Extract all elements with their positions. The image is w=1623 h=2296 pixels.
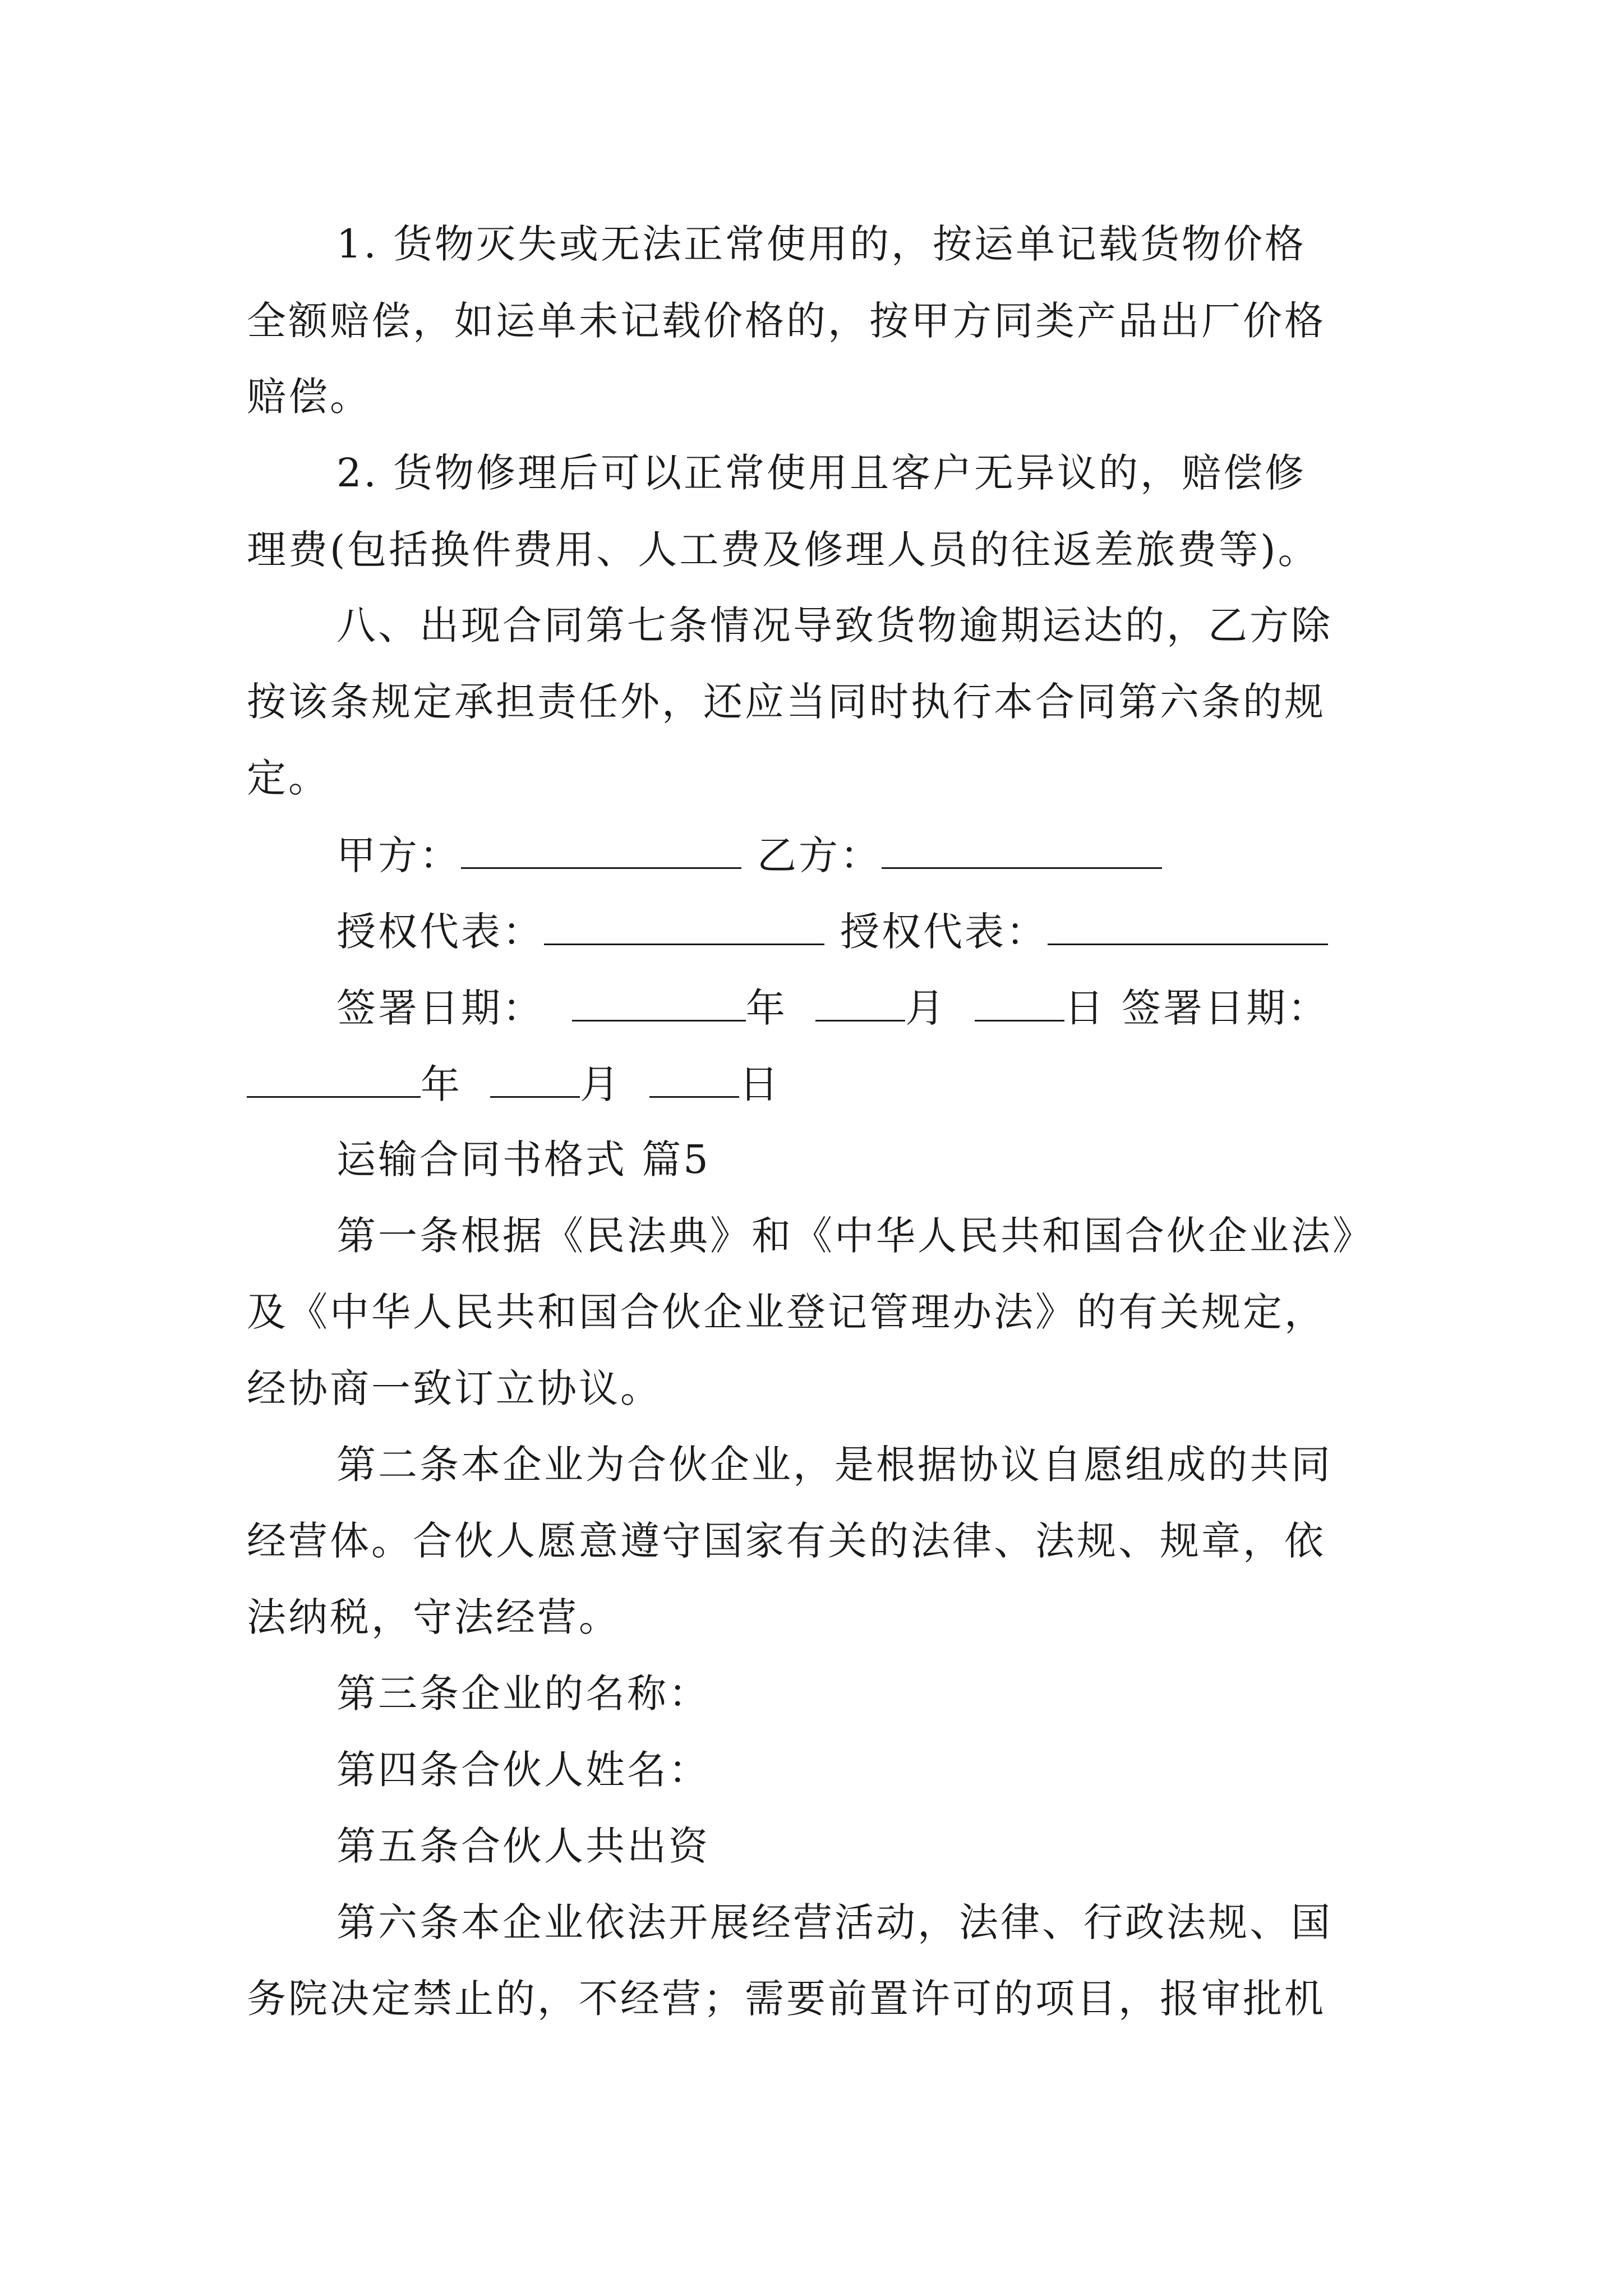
- text-line: 第五条合伙人共出资: [336, 1823, 710, 1869]
- rep-b-blank: [1048, 911, 1328, 945]
- text-line: 1. 货物灭失或无法正常使用的，按运单记载货物价格: [336, 221, 1307, 267]
- text-line: 法纳税，守法经营。: [247, 1594, 620, 1640]
- text-line: 2. 货物修理后可以正常使用且客户无异议的，赔偿修: [336, 450, 1307, 496]
- text-line: 赔偿。: [247, 374, 371, 420]
- text-line: 经协商一致订立协议。: [247, 1365, 662, 1411]
- text-line: 及《中华人民共和国合伙企业登记管理办法》的有关规定，: [247, 1289, 1326, 1335]
- party-a-label: 甲方：: [336, 832, 461, 878]
- text-line: 全额赔偿，如运单未记载价格的，按甲方同类产品出厂价格: [247, 298, 1326, 344]
- rep-a-blank: [544, 911, 824, 945]
- representative-line: [336, 909, 1328, 955]
- month-blank: [490, 1064, 580, 1098]
- text-line: 第一条根据《民法典》和《中华人民共和国合伙企业法》: [336, 1213, 1374, 1259]
- party-line: [336, 832, 1162, 878]
- party-b-label: 乙方：: [757, 832, 882, 878]
- year-label: 年: [746, 985, 787, 1031]
- day-label: 日: [739, 1061, 781, 1107]
- month-blank: [815, 987, 905, 1022]
- month-label: 月: [580, 1061, 621, 1107]
- text-line: 定。: [247, 755, 330, 801]
- text-line: 第三条企业的名称：: [336, 1671, 710, 1717]
- sign-date-line: [336, 985, 1329, 1031]
- day-blank: [649, 1064, 739, 1098]
- text-line: 务院决定禁止的，不经营；需要前置许可的项目，报审批机: [247, 1976, 1326, 2022]
- text-line: 八、出现合同第七条情况导致货物逾期运达的，乙方除: [336, 602, 1332, 648]
- sign-date-a-label: 签署日期：: [336, 985, 544, 1031]
- text-line: 理费(包括换件费用、人工费及修理人员的往返差旅费等)。: [247, 527, 1320, 573]
- party-b-blank: [882, 835, 1162, 869]
- rep-b-label: 授权代表：: [840, 909, 1048, 955]
- year-label: 年: [421, 1061, 462, 1107]
- day-label: 日: [1064, 985, 1106, 1031]
- sign-date-continued-line: [247, 1061, 781, 1107]
- text-line: 第二条本企业为合伙企业，是根据协议自愿组成的共同: [336, 1442, 1332, 1488]
- year-blank: [572, 987, 746, 1022]
- year-blank: [247, 1064, 421, 1098]
- section-heading: 运输合同书格式 篇5: [336, 1137, 711, 1182]
- day-blank: [975, 987, 1064, 1022]
- party-a-blank: [461, 835, 741, 869]
- text-line: 经营体。合伙人愿意遵守国家有关的法律、法规、规章，依: [247, 1518, 1326, 1564]
- sign-date-b-label: 签署日期：: [1122, 985, 1329, 1031]
- rep-a-label: 授权代表：: [336, 909, 544, 955]
- text-line: 第四条合伙人姓名：: [336, 1747, 710, 1793]
- text-line: 按该条规定承担责任外，还应当同时执行本合同第六条的规: [247, 679, 1326, 725]
- month-label: 月: [905, 985, 947, 1031]
- text-line: 第六条本企业依法开展经营活动，法律、行政法规、国: [336, 1899, 1332, 1945]
